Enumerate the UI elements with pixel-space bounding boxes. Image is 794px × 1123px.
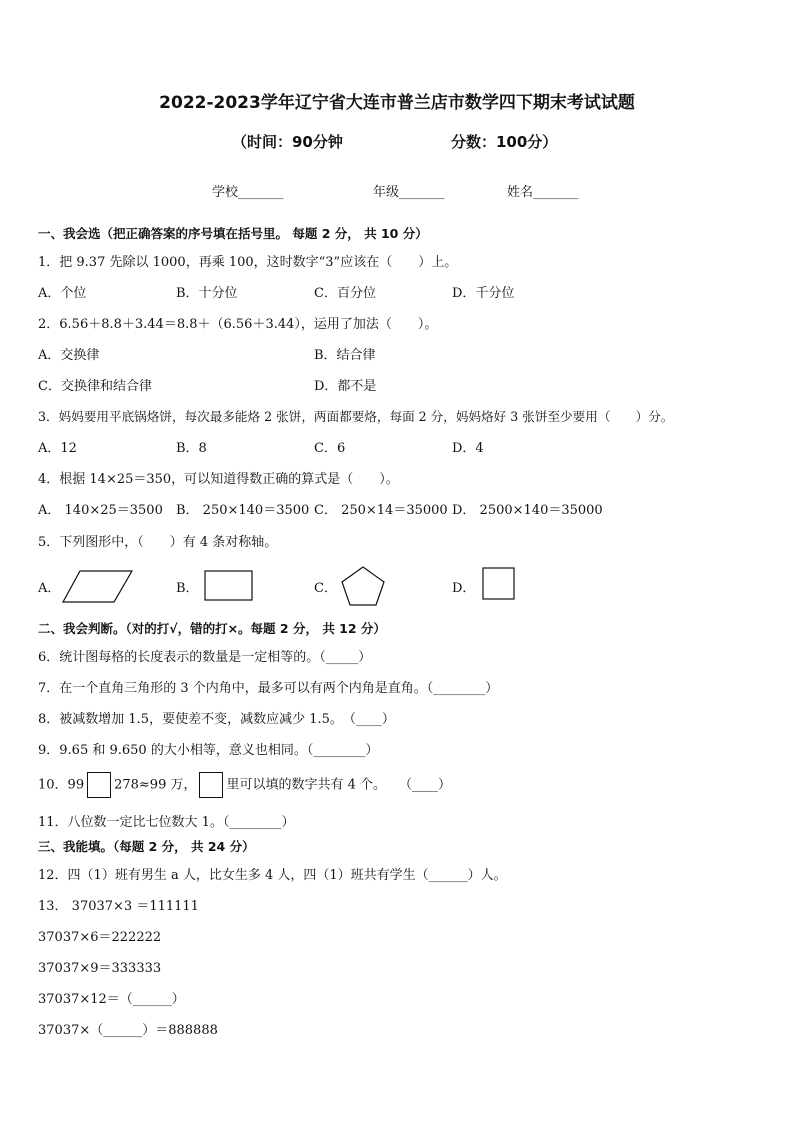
q2-option-c: C．交换律和结合律 [38, 379, 152, 394]
q5-option-d: D． [452, 581, 476, 596]
name-field: 姓名_______ [507, 185, 579, 200]
q3-option-a: A．12 [38, 441, 77, 456]
question-5: 5．下列图形中，（ ）有 4 条对称轴。 [38, 535, 278, 550]
exam-time: （时间：90分钟 [232, 133, 343, 151]
question-13-line-5: 37037×（______）＝888888 [38, 1023, 218, 1038]
page-title: 2022-2023学年辽宁省大连市普兰店市数学四下期末考试试题 [159, 93, 635, 113]
q3-option-c: C．6 [314, 441, 346, 456]
q10-part-a: 10．99 [38, 777, 85, 793]
question-8: 8．被减数增加 1.5，要使差不变，减数应减少 1.5。 （____） [38, 712, 395, 727]
q10-part-b: 278≈99 万， [114, 777, 197, 793]
question-13-line-4: 37037×12＝（______） [38, 992, 185, 1007]
school-field: 学校_______ [212, 185, 284, 200]
q4-option-d: D． 2500×140＝35000 [452, 503, 603, 518]
q10-part-c: 里可以填的数字共有 4 个。 （____） [226, 777, 452, 793]
q5-option-b: B． [176, 581, 199, 596]
rectangle-shape [204, 570, 254, 602]
q10-blank-box-2 [199, 772, 223, 798]
q2-option-b: B．结合律 [314, 348, 376, 363]
question-2: 2．6.56＋8.8＋3.44＝8.8＋（6.56＋3.44），运用了加法（ ）。 [38, 317, 438, 332]
question-9: 9．9.65 和 9.650 的大小相等，意义也相同。（________） [38, 743, 379, 758]
q2-option-d: D．都不是 [314, 379, 377, 394]
question-6: 6．统计图每格的长度表示的数量是一定相等的。（_____） [38, 650, 372, 665]
section2-heading: 二、我会判断。（对的打√，错的打×。每题 2 分， 共 12 分） [38, 621, 386, 636]
question-3: 3．妈妈要用平底锅烙饼，每次最多能烙 2 张饼，两面都要烙，每面 2 分，妈妈烙好 3 张饼至少要用（ ）分。 [38, 409, 674, 424]
q1-option-b: B．十分位 [176, 286, 238, 301]
parallelogram-shape [62, 570, 134, 604]
square-shape [482, 567, 516, 601]
q4-option-a: A． 140×25＝3500 [38, 503, 163, 518]
q3-option-b: B．8 [176, 441, 207, 456]
q1-option-a: A．个位 [38, 286, 87, 301]
question-13-line-2: 37037×6＝222222 [38, 930, 162, 945]
grade-field: 年级_______ [373, 185, 445, 200]
question-10 [38, 772, 451, 799]
q2-option-a: A．交换律 [38, 348, 100, 363]
question-12: 12．四（1）班有男生 a 人，比女生多 4 人，四（1）班共有学生（______）人。 [38, 868, 507, 883]
q10-blank-box-1 [87, 772, 111, 798]
q4-option-c: C． 250×14＝35000 [314, 503, 448, 518]
question-13-line-1: 13． 37037×3 ＝111111 [38, 899, 199, 914]
q1-option-c: C．百分位 [314, 286, 376, 301]
question-1: 1．把 9.37 先除以 1000，再乘 100，这时数字“3”应该在（ ）上。 [38, 255, 458, 270]
section1-heading: 一、我会选（把正确答案的序号填在括号里。 每题 2 分， 共 10 分） [38, 226, 428, 241]
exam-score: 分数：100分） [451, 133, 558, 151]
pentagon-shape [341, 566, 385, 606]
q4-option-b: B． 250×140＝3500 [176, 503, 310, 518]
q1-option-d: D．千分位 [452, 286, 515, 301]
q3-option-d: D．4 [452, 441, 484, 456]
q5-option-c: C． [314, 581, 337, 596]
question-13-line-3: 37037×9＝333333 [38, 961, 162, 976]
section3-heading: 三、我能填。（每题 2 分， 共 24 分） [38, 839, 255, 854]
question-4: 4．根据 14×25＝350，可以知道得数正确的算式是（ ）。 [38, 472, 399, 487]
question-7: 7．在一个直角三角形的 3 个内角中，最多可以有两个内角是直角。（________） [38, 681, 499, 696]
question-11: 11．八位数一定比七位数大 1。（________） [38, 815, 295, 830]
q5-option-a: A． [38, 581, 61, 596]
